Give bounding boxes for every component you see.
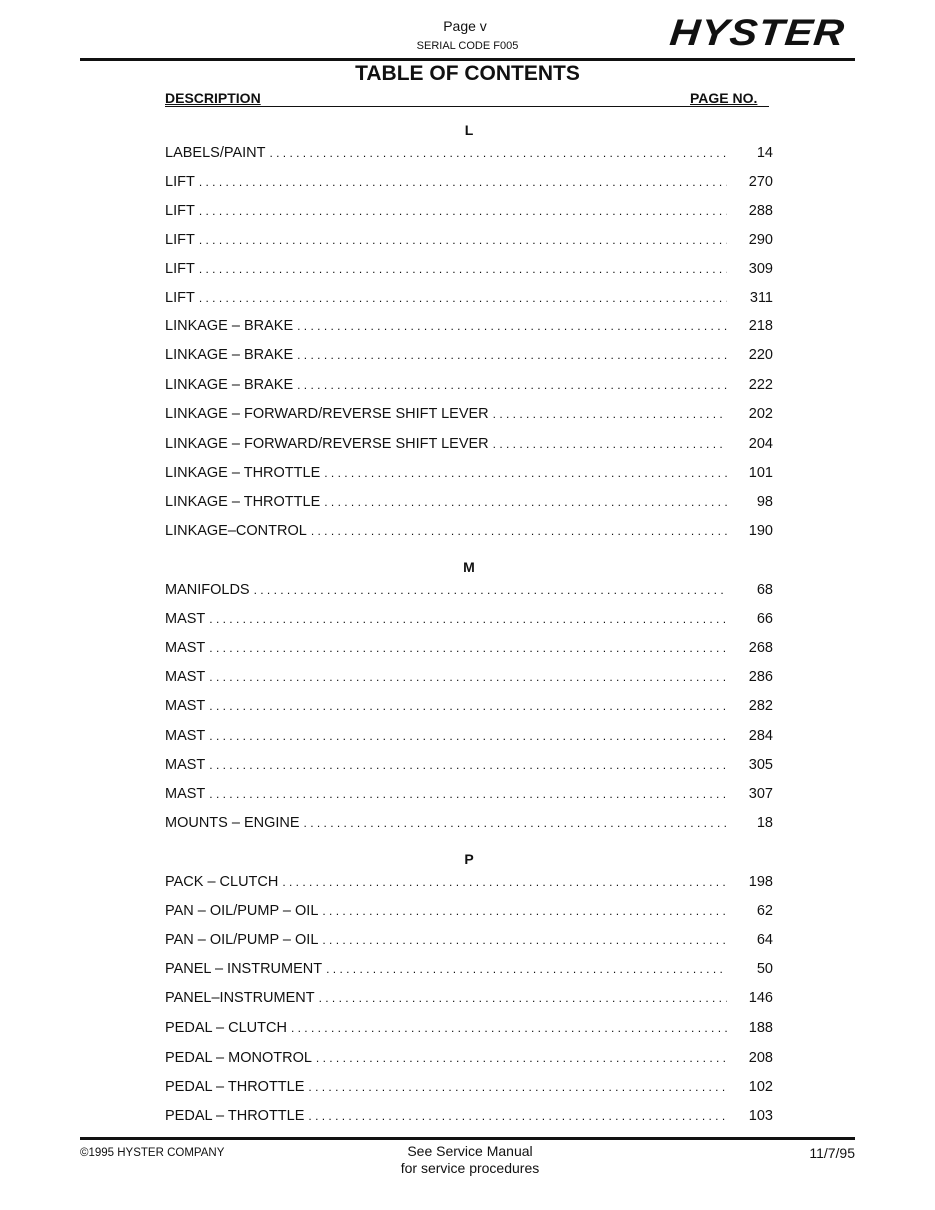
entry-page: 66 [756,611,773,627]
description-column-header: DESCRIPTION [165,90,261,106]
entry-page: 202 [748,406,773,422]
entry-label: PANEL – INSTRUMENT [165,961,323,977]
toc-entry[interactable] [165,494,773,510]
dot-leader [209,699,727,713]
toc-entry[interactable] [165,728,773,744]
toc-entry[interactable] [165,932,773,948]
dot-leader [199,233,727,247]
entry-page: 98 [756,494,773,510]
dot-leader [209,670,727,684]
entry-page: 307 [748,786,773,802]
toc-entry[interactable] [165,1108,773,1124]
section-letter-m: M [463,559,475,575]
entry-page: 64 [756,932,773,948]
footer-rule [80,1137,855,1140]
entry-page: 103 [748,1108,773,1124]
entry-page: 18 [756,815,773,831]
toc-entry[interactable] [165,1050,773,1066]
entry-label: PAN – OIL/PUMP – OIL [165,903,319,919]
entry-label: LIFT [165,203,195,219]
entry-label: PAN – OIL/PUMP – OIL [165,932,319,948]
dot-leader [209,758,727,772]
toc-entry[interactable] [165,582,773,598]
entry-label: MAST [165,698,206,714]
entry-label: MAST [165,640,206,656]
entry-page: 146 [748,990,773,1006]
page-title: TABLE OF CONTENTS [355,62,580,85]
toc-entry[interactable] [165,903,773,919]
toc-entry[interactable] [165,465,773,481]
toc-entry[interactable] [165,961,773,977]
entry-label: LINKAGE – BRAKE [165,347,294,363]
service-note [380,1143,560,1177]
toc-entry[interactable] [165,436,773,452]
toc-entry[interactable] [165,990,773,1006]
entry-page: 222 [748,377,773,393]
entry-label: PANEL–INSTRUMENT [165,990,315,1006]
entry-page: 68 [756,582,773,598]
toc-entry[interactable] [165,261,773,277]
dot-leader [199,262,727,276]
entry-page: 282 [748,698,773,714]
serial-code: SERIAL CODE F005 [416,40,519,52]
column-header-rule [165,106,769,107]
dot-leader [209,612,727,626]
entry-page: 288 [748,203,773,219]
toc-entry[interactable] [165,698,773,714]
header-rule [80,58,855,61]
entry-page: 220 [748,347,773,363]
section-letter-l: L [464,122,474,138]
toc-entry[interactable] [165,786,773,802]
entry-label: PEDAL – MONOTROL [165,1050,312,1066]
dot-leader [199,204,727,218]
entry-page: 311 [749,290,773,306]
dot-leader [322,933,727,947]
entry-label: LINKAGE – FORWARD/REVERSE SHIFT LEVER [165,436,489,452]
toc-entry[interactable] [165,318,773,334]
entry-label: MAST [165,611,206,627]
toc-entry[interactable] [165,1020,773,1036]
service-note-line1: See Service Manual [407,1143,533,1159]
dot-leader [297,319,727,333]
dot-leader [209,729,727,743]
toc-entry[interactable] [165,290,773,306]
dot-leader [297,378,727,392]
entry-page: 50 [756,961,773,977]
entry-page: 309 [748,261,773,277]
dot-leader [493,407,727,421]
entry-label: LIFT [165,232,195,248]
entry-label: PACK – CLUTCH [165,874,279,890]
dot-leader [254,583,727,597]
dot-leader [311,524,727,538]
toc-entry[interactable] [165,815,773,831]
entry-page: 218 [748,318,773,334]
toc-entry[interactable] [165,232,773,248]
toc-entry[interactable] [165,203,773,219]
entry-label: LIFT [165,261,195,277]
hyster-logo: HYSTER [667,12,848,53]
entry-label: LINKAGE – THROTTLE [165,494,321,510]
entry-label: LABELS/PAINT [165,145,266,161]
entry-label: MOUNTS – ENGINE [165,815,300,831]
toc-entry[interactable] [165,523,773,539]
entry-page: 204 [748,436,773,452]
entry-label: MAST [165,757,206,773]
entry-label: LINKAGE – THROTTLE [165,465,321,481]
dot-leader [308,1080,727,1094]
entry-label: LINKAGE–CONTROL [165,523,307,539]
toc-entry[interactable] [165,669,773,685]
dot-leader [209,787,727,801]
entry-label: MAST [165,669,206,685]
dot-leader [304,816,727,830]
dot-leader [493,437,727,451]
copyright: ©1995 HYSTER COMPANY [80,1147,225,1159]
toc-entry[interactable] [165,377,773,393]
toc-entry[interactable] [165,174,773,190]
entry-page: 188 [748,1020,773,1036]
entry-label: LIFT [165,174,195,190]
entry-page: 62 [756,903,773,919]
dot-leader [209,641,727,655]
entry-page: 198 [748,874,773,890]
entry-page: 290 [748,232,773,248]
entry-page: 305 [748,757,773,773]
entry-page: 286 [748,669,773,685]
dot-leader [326,962,727,976]
dot-leader [199,291,727,305]
toc-entry[interactable] [165,1079,773,1095]
toc-entry[interactable] [165,611,773,627]
entry-label: PEDAL – THROTTLE [165,1079,305,1095]
entry-page: 268 [748,640,773,656]
service-note-line2: for service procedures [400,1160,540,1176]
entry-page: 101 [748,465,773,481]
entry-page: 190 [748,523,773,539]
section-letter-p: P [464,851,474,867]
entry-label: LIFT [165,290,195,306]
entry-label: PEDAL – THROTTLE [165,1108,305,1124]
toc-entry[interactable] [165,874,773,890]
entry-label: LINKAGE – FORWARD/REVERSE SHIFT LEVER [165,406,489,422]
dot-leader [291,1021,727,1035]
dot-leader [308,1109,727,1123]
toc-entry[interactable] [165,145,773,161]
toc-entry[interactable] [165,347,773,363]
entry-label: LINKAGE – BRAKE [165,318,294,334]
entry-page: 102 [748,1079,773,1095]
dot-leader [199,175,727,189]
toc-entry[interactable] [165,406,773,422]
entry-page: 14 [756,145,773,161]
entry-page: 208 [748,1050,773,1066]
dot-leader [322,904,727,918]
page-number: Page v [443,18,487,34]
dot-leader [319,991,727,1005]
entry-label: MAST [165,786,206,802]
entry-page: 284 [748,728,773,744]
toc-entry[interactable] [165,757,773,773]
entry-label: MAST [165,728,206,744]
dot-leader [297,348,727,362]
toc-entry[interactable] [165,640,773,656]
dot-leader [269,146,727,160]
dot-leader [282,875,727,889]
entry-label: MANIFOLDS [165,582,250,598]
dot-leader [316,1051,727,1065]
page-no-column-header: PAGE NO. [690,90,758,106]
dot-leader [324,466,727,480]
revision-date: 11/7/95 [809,1145,855,1161]
entry-label: PEDAL – CLUTCH [165,1020,287,1036]
dot-leader [324,495,727,509]
entry-page: 270 [748,174,773,190]
entry-label: LINKAGE – BRAKE [165,377,294,393]
